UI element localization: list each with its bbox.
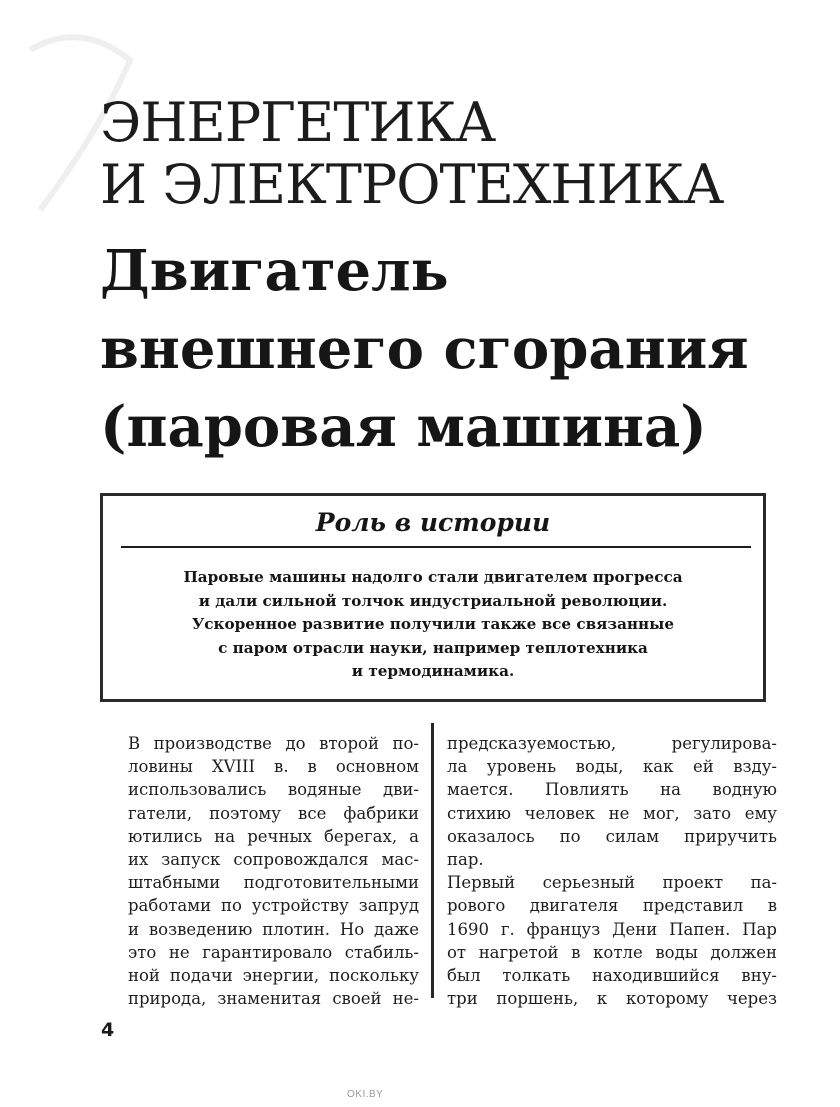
callout-line: Паровые машины надолго стали двигателем прогресса [183,568,683,586]
body-line: их запуск сопровождался мас- [128,849,419,869]
section-title-line: ЭНЕРГЕТИКА [100,91,496,154]
column-divider [431,723,434,998]
callout-divider [121,546,751,548]
page-number: 4 [101,1019,115,1041]
history-callout-box [100,493,766,702]
callout-heading: Роль в истории [315,508,551,537]
body-line: три поршень, к которому через [447,989,777,1009]
body-line: природа, знаменитая своей не- [128,989,419,1009]
body-line: ла уровень воды, как ей взду- [447,757,777,777]
body-line: ной подачи энергии, поскольку [128,965,419,985]
article-title-line: (паровая машина) [100,394,707,460]
body-line: рового двигателя представил в [447,896,777,916]
body-line: от нагретой в котле воды должен [447,942,777,962]
body-line: оказалось по силам приручить [447,826,777,846]
body-line: штабными подготовительными [128,873,419,893]
body-line: работами по устройству запруд [128,896,419,916]
body-line: В производстве до второй по- [128,734,419,753]
section-title-line: И ЭЛЕКТРОТЕХНИКА [100,153,724,216]
callout-line: и термодинамика. [351,662,515,680]
body-line: предсказуемостью, регулирова- [447,734,777,753]
callout-line: и дали сильной толчок индустриальной революции. [198,591,668,610]
body-line: стихию человек не мог, зато ему [447,803,777,823]
callout-text [113,566,753,684]
body-line: использовались водяные дви- [128,780,419,800]
body-line: Первый серьезный проект па- [447,873,777,893]
body-line: ютились на речных берегах, а [128,826,419,846]
body-line: это не гарантировало стабиль- [128,942,419,962]
callout-line: Ускоренное развитие получили также все связанные [191,615,675,633]
section-title [100,92,723,216]
body-line: гатели, поэтому все фабрики [128,803,419,823]
body-line: 1690 г. француз Дени Папен. Пар [447,919,777,939]
body-column-right [447,732,777,1010]
article-title-line: внешнего сгорания [100,316,749,382]
body-line: мается. Повлиять на водную [447,780,777,800]
site-watermark: OKI.BY [347,1089,384,1100]
callout-line: с паром отрасли науки, например теплотехника [218,638,648,657]
body-line: был толкать находившийся вну- [447,965,777,985]
body-line: ловины XVIII в. в основном [128,757,419,777]
body-column-left [128,732,419,1010]
article-title-line: Двигатель [100,238,449,304]
body-line: пар. [447,849,484,869]
body-line: и возведению плотин. Но даже [128,919,419,939]
article-title [100,232,749,466]
